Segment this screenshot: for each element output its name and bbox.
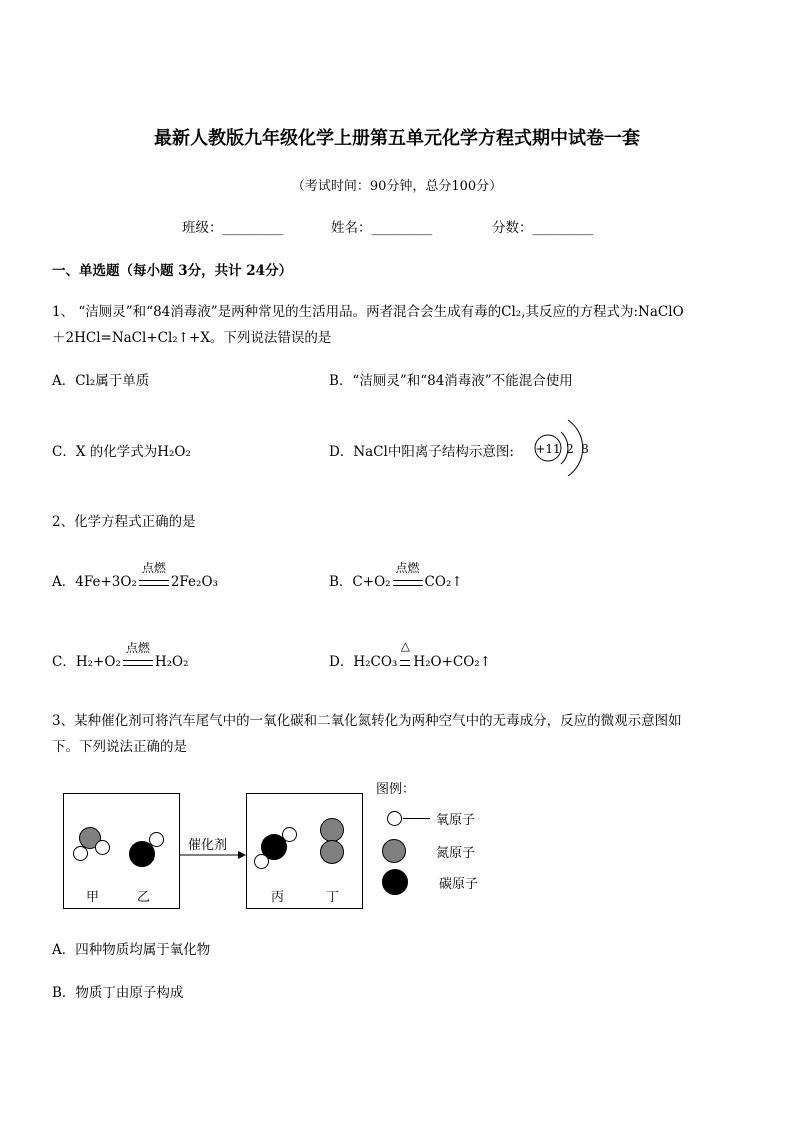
q2-b-prefix: B． xyxy=(329,574,353,590)
score-field xyxy=(492,216,593,236)
q2-a-condition-sign xyxy=(137,561,171,590)
label-bing: 丙 xyxy=(271,890,285,905)
oxygen-atom xyxy=(95,840,110,855)
name-field xyxy=(331,216,432,236)
q2-d-cond: △ xyxy=(400,639,410,653)
q2-a-cond: 点燃 xyxy=(141,561,166,575)
legend-oxygen: 氧原子 xyxy=(436,813,476,828)
legend-title: 图例： xyxy=(376,782,416,797)
sodium-ion-diagram xyxy=(530,412,600,484)
shell2-electrons: 8 xyxy=(581,442,589,456)
q3-stem-line1: 3、某种催化剂可将汽车尾气中的一氧化碳和二氧化氮转化为两种空气中的无毒成分，反应的微观示意图如 xyxy=(52,713,682,729)
shell1-electrons: 2 xyxy=(566,442,574,456)
oxygen-atom xyxy=(149,832,164,847)
q2-d-left: H₂CO₃ xyxy=(353,654,398,670)
legend-nitrogen: 氮原子 xyxy=(436,846,476,861)
q2-option-d xyxy=(329,639,492,670)
page-title: 最新人教版九年级化学上册第五单元化学方程式期中试卷一套 xyxy=(154,128,640,149)
q2-a-left: 4Fe+3O₂ xyxy=(75,574,137,590)
nucleus-charge: +11 xyxy=(535,442,561,456)
q2-d-prefix: D． xyxy=(329,654,354,670)
q1-option-b: B．“洁厕灵”和“84消毒液”不能混合使用 xyxy=(329,373,573,389)
name-blank: _________ xyxy=(371,220,433,236)
q1-stem-line2: ＋2HCl=NaCl+Cl₂↑+X。下列说法错误的是 xyxy=(52,330,332,346)
exam-info: （考试时间：90分钟，总分100分） xyxy=(291,179,503,194)
oxygen-atom xyxy=(73,846,88,861)
carbon-legend-icon xyxy=(382,869,408,895)
q3-stem-line2: 下。下列说法正确的是 xyxy=(52,739,187,755)
name-label: 姓名： xyxy=(331,220,372,236)
section-heading: 一、单选题（每小题 3分，共计 24分） xyxy=(52,263,293,279)
q2-a-right: 2Fe₂O₃ xyxy=(170,574,218,590)
nitrogen-atom xyxy=(320,840,344,864)
class-label: 班级： xyxy=(182,220,223,236)
q3-option-b: B．物质丁由原子构成 xyxy=(52,985,184,1001)
score-blank: _________ xyxy=(532,220,594,236)
legend-carbon: 碳原子 xyxy=(439,877,479,892)
q2-c-cond: 点燃 xyxy=(125,641,150,655)
label-yi: 乙 xyxy=(137,890,151,905)
q2-d-right: H₂O+CO₂↑ xyxy=(413,654,492,670)
label-ding: 丁 xyxy=(326,890,340,905)
catalyst-label: 催化剂 xyxy=(188,838,228,853)
oxygen-atom xyxy=(282,827,297,842)
oxygen-legend-icon xyxy=(387,811,402,826)
nitrogen-atom xyxy=(320,818,344,842)
oxygen-atom xyxy=(254,854,269,869)
legend-line xyxy=(403,818,430,819)
q2-c-left: H₂+O₂ xyxy=(75,654,121,670)
q3-option-a: A．四种物质均属于氧化物 xyxy=(52,942,211,958)
reaction-arrow-icon xyxy=(180,850,246,860)
q2-c-condition-sign xyxy=(121,641,155,670)
products-box xyxy=(246,793,363,909)
q2-b-condition-sign xyxy=(391,561,425,590)
q2-d-condition-sign xyxy=(397,639,413,670)
q2-stem: 2、化学方程式正确的是 xyxy=(52,514,196,530)
label-jia: 甲 xyxy=(86,890,100,905)
q1-option-c: C．X 的化学式为H₂O₂ xyxy=(52,444,191,460)
q1-stem-line1: 1、 “洁厕灵”和“84消毒液”是两种常见的生活用品。两者混合会生成有毒的Cl₂,其反应的方程式为:NaClO xyxy=(52,304,684,320)
q2-b-right: CO₂↑ xyxy=(424,574,463,590)
score-label: 分数： xyxy=(492,220,533,236)
class-field xyxy=(182,216,283,236)
q2-c-right: H₂O₂ xyxy=(154,654,189,670)
nitrogen-legend-icon xyxy=(382,839,406,863)
q1-option-a: A．Cl₂属于单质 xyxy=(52,373,150,389)
q2-option-a xyxy=(52,561,218,590)
q2-a-prefix: A． xyxy=(52,574,76,590)
reactants-box xyxy=(63,793,180,909)
q2-b-left: C+O₂ xyxy=(352,574,391,590)
q1-option-d: D．NaCl中阳离子结构示意图: xyxy=(329,444,514,460)
q2-c-prefix: C． xyxy=(52,654,76,670)
q2-option-c xyxy=(52,641,189,670)
class-blank: _________ xyxy=(222,220,284,236)
q2-b-cond: 点燃 xyxy=(395,561,420,575)
q2-option-b xyxy=(329,561,463,590)
